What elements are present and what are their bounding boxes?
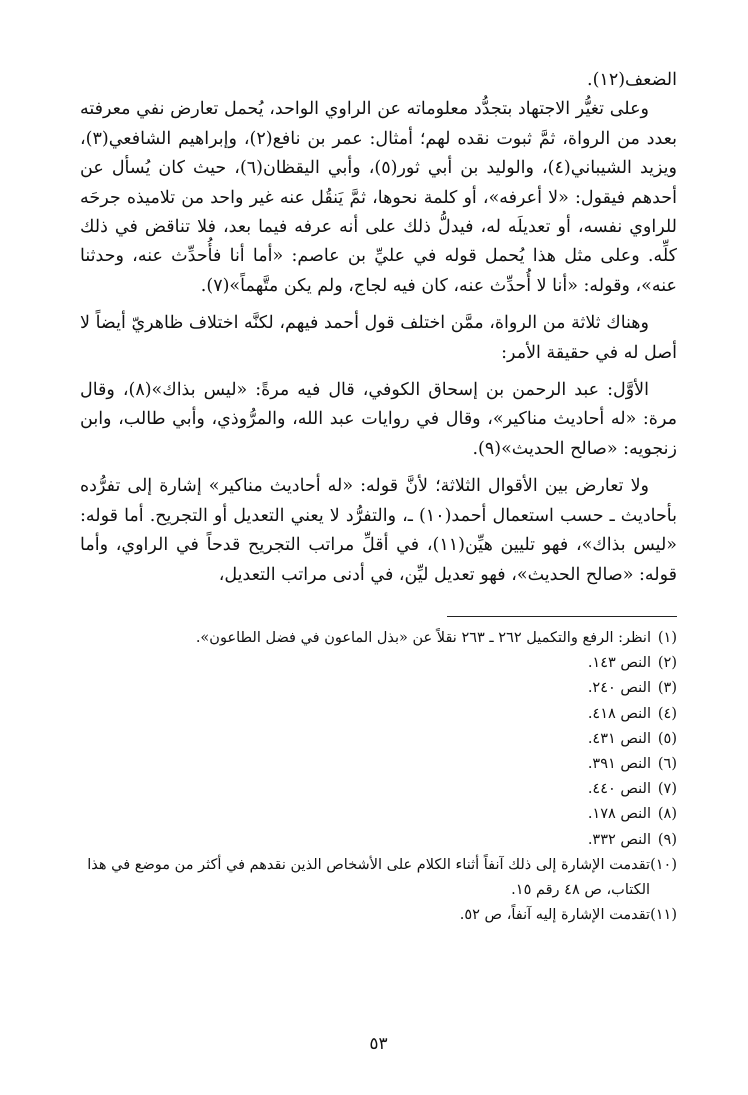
- footnote-item: [80, 676, 677, 701]
- footnote-text: النص ٤٣١.: [587, 730, 651, 747]
- paragraph-2: وهناك ثلاثة من الرواة، ممَّن اختلف قول أحمد فيهم، لكنَّه اختلاف ظاهريّ أيضاً لا أصل له في حقيقة الأمر:: [80, 313, 677, 363]
- footnote-item: [80, 828, 677, 853]
- footnote-text: النص ١٧٨.: [587, 806, 651, 823]
- footnote-item: [80, 727, 677, 752]
- footnote-text: النص ٤٤٠.: [587, 781, 651, 798]
- footnote-text: تقدمت الإشارة إليه آنفاً، ص ٥٢.: [459, 907, 651, 924]
- footnote-item: [80, 626, 677, 651]
- footnote-item: [80, 903, 677, 928]
- footnote-number: (٤): [657, 705, 677, 722]
- footnote-number: (٨): [657, 806, 677, 823]
- footnote-item: [80, 752, 677, 777]
- footnote-item: [80, 702, 677, 727]
- footnote-number: (٣): [657, 680, 677, 697]
- footnote-number: (٩): [657, 831, 677, 848]
- paragraph-3: الأوَّل: عبد الرحمن بن إسحاق الكوفي، قال فيه مرةً: «ليس بذاك»(٨)، وقال مرة: «له أحاديث مناكير»، وقال في روايات عبد الله، والمرُّوذي، وأبي طالب، وابن زنجويه: «صالح الحديث»(٩).: [80, 380, 677, 459]
- footnote-text: النص ٤١٨.: [587, 705, 651, 722]
- footnote-item: [80, 802, 677, 827]
- footnote-text: النص ٣٣٢.: [587, 831, 651, 848]
- footnote-item: [80, 777, 677, 802]
- footnote-number: (١١): [650, 907, 677, 924]
- footnote-text: النص ٢٤٠.: [587, 680, 651, 697]
- footnote-number: (٦): [657, 755, 677, 772]
- footnote-number: (١): [657, 629, 677, 646]
- footnote-item: [80, 853, 677, 903]
- footnote-number: (٢): [657, 655, 677, 672]
- main-text: [80, 66, 677, 590]
- footnote-number: (٥): [657, 730, 677, 747]
- footnote-separator: [447, 616, 677, 617]
- footnote-text: النص ١٤٣.: [587, 655, 651, 672]
- paragraph-continuation: الضعف(١٢).: [587, 70, 677, 90]
- footnote-number: (١٠): [650, 856, 677, 873]
- paragraph-1: وعلى تغيُّر الاجتهاد بتجدُّد معلوماته عن الراوي الواحد، يُحمل تعارض نفي معرفته بعدد من الرواة، ثمَّ ثبوت نقده لهم؛ أمثال: عمر بن نافع(٢)، وإبراهيم الشافعي(٣)، ويزيد الشيباني(٤)، والوليد بن أبي ثور(٥)، وأبي اليقظان(٦)، حيث كان يُسأل عن أحدهم فيقول: «لا أعرفه»، أو كلمة نحوها، ثمَّ يَنقُل عنه غير واحد من تلاميذه جرحَه للراوي نفسه، أو تعديلَه له، فيدلُّ ذلك على أنه عرفه فيما بعد، فلا تناقض في ذلك كلِّه. وعلى مثل هذا يُحمل قوله في عليِّ بن عاصم: «أما أنا فأُحدِّث عنه، وحدثنا عنه»، وقوله: «أنا لا أُحدِّث عنه، كان فيه لجاج، ولم يكن متَّهماً»(٧).: [80, 99, 677, 296]
- footnote-text: النص ٣٩١.: [587, 755, 651, 772]
- footnote-item: [80, 651, 677, 676]
- footnotes: [80, 626, 677, 928]
- footnote-text: تقدمت الإشارة إلى ذلك آنفاً أثناء الكلام على الأشخاص الذين نقدهم في أكثر من موضع في هذا الكتاب، ص ٤٨ رقم ١٥.: [87, 856, 651, 898]
- footnote-text: انظر: الرفع والتكميل ٢٦٢ ـ ٢٦٣ نقلاً عن «بذل الماعون في فضل الطاعون».: [195, 629, 651, 646]
- footnote-number: (٧): [657, 781, 677, 798]
- book-page: [80, 66, 677, 1066]
- paragraph-4: ولا تعارض بين الأقوال الثلاثة؛ لأنَّ قوله: «له أحاديث مناكير» إشارة إلى تفرُّده بأحاديث ـ حسب استعمال أحمد(١٠) ـ، والتفرُّد لا يعني التعديل أو التجريح. أما قوله: «ليس بذاك»، فهو تليين هيِّن(١١)، في أقلِّ مراتب التجريح قدحاً في الراوي، وأما قوله: «صالح الحديث»، فهو تعديل ليِّن، في أدنى مراتب التعديل،: [80, 476, 677, 585]
- page-number: ٥٣: [369, 1034, 388, 1054]
